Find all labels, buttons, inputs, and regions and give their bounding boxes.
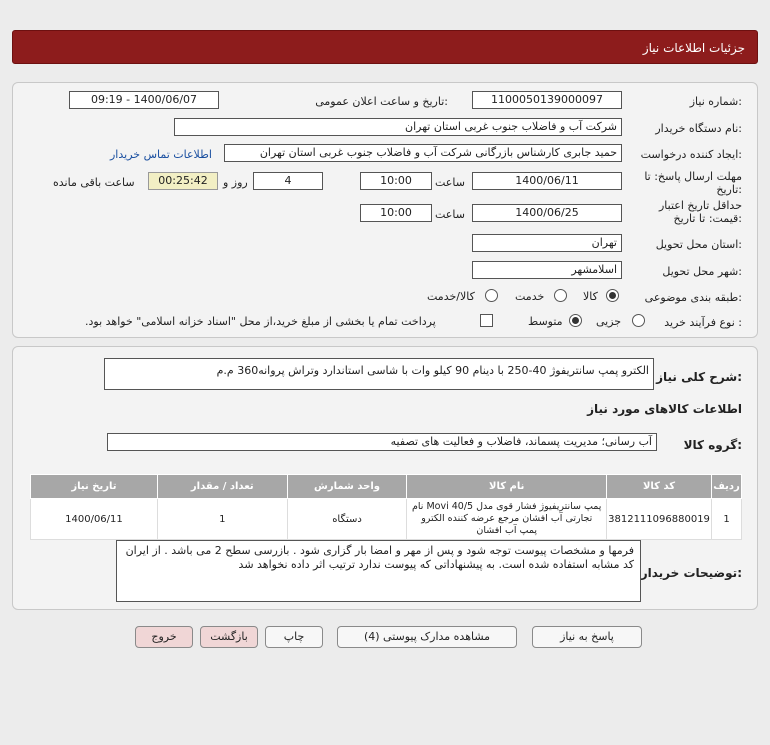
creator-field: حمید جابری کارشناس بازرگانی شرکت آب و فاضلاب جنوب غربی استان تهران — [224, 144, 622, 162]
need-number-field: 1100050139000097 — [472, 91, 622, 109]
summary-field: الکترو پمپ سانتریفوژ 40-250 با دینام 90 کیلو وات با شاسی استاندارد وتراش پروانه360 م.م — [104, 358, 654, 390]
deadline-date-field: 1400/06/11 — [472, 172, 622, 190]
category-goods-service-label: کالا/خدمت — [427, 290, 475, 303]
deadline-time-field: 10:00 — [360, 172, 432, 190]
process-radio-medium[interactable] — [569, 314, 582, 327]
process-medium-label: متوسط — [528, 315, 563, 328]
exit-button[interactable]: خروج — [135, 626, 193, 648]
items-table-header — [31, 475, 742, 499]
col-code: کد کالا — [607, 475, 712, 499]
col-unit: واحد شمارش — [287, 475, 407, 499]
process-label: نوع فرآیند خرید : — [664, 316, 742, 329]
creator-label: ایجاد کننده درخواست: — [640, 148, 742, 161]
category-radio-goods-service[interactable] — [485, 289, 498, 302]
category-radio-service[interactable] — [554, 289, 567, 302]
col-date: تاریخ نیاز — [31, 475, 158, 499]
province-field: تهران — [472, 234, 622, 252]
province-label: استان محل تحویل: — [655, 238, 742, 251]
cell-qty: 1 — [157, 499, 287, 540]
cell-index: 1 — [712, 499, 742, 540]
cell-name: پمپ سانتریفیوژ فشار قوی مدل Movi 40/5 نام تجارتی آب افشان مرجع عرضه کننده الکترو پمپ آب افشان — [407, 499, 607, 540]
page-title-bar — [12, 30, 758, 64]
announce-label: تاریخ و ساعت اعلان عمومی: — [315, 95, 448, 108]
col-qty: تعداد / مقدار — [157, 475, 287, 499]
summary-label: شرح کلی نیاز: — [656, 370, 742, 384]
need-number-label: شماره نیاز: — [689, 95, 742, 108]
cell-date: 1400/06/11 — [31, 499, 158, 540]
city-label: شهر محل تحویل: — [662, 265, 742, 278]
payment-note: پرداخت تمام یا بخشی از مبلغ خرید،از محل "اسناد خزانه اسلامی" خواهد بود. — [85, 315, 436, 328]
buyer-notes-label: توضیحات خریدار: — [640, 566, 742, 580]
col-name: نام کالا — [407, 475, 607, 499]
validity-time-field: 10:00 — [360, 204, 432, 222]
cell-code: 3812111096880019 — [607, 499, 712, 540]
page-title: جزئیات اطلاعات نیاز — [642, 41, 745, 55]
days-field: 4 — [253, 172, 323, 190]
group-field: آب رسانی؛ مدیریت پسماند، فاضلاب و فعالیت های تصفیه — [107, 433, 657, 451]
remaining-time-field: 00:25:42 — [148, 172, 218, 190]
col-index: ردیف — [712, 475, 742, 499]
buyer-org-field: شرکت آب و فاضلاب جنوب غربی استان تهران — [174, 118, 622, 136]
validity-date-field: 1400/06/25 — [472, 204, 622, 222]
contact-info-link[interactable]: اطلاعات تماس خریدار — [110, 148, 212, 161]
validity-label: حداقل تاریخ اعتبار قیمت: تا تاریخ: — [658, 199, 742, 225]
table-row[interactable] — [31, 499, 742, 540]
buyer-org-label: نام دستگاه خریدار: — [655, 122, 742, 135]
cell-unit: دستگاه — [287, 499, 407, 540]
category-radio-goods[interactable] — [606, 289, 619, 302]
reply-button[interactable]: پاسخ به نیاز — [532, 626, 642, 648]
buyer-notes-field: فرمها و مشخصات پیوست توجه شود و پس از مهر و امضا بار گزاری شود . بازرسی سطح 2 می باشد . از ایران کد مشابه استفاده شده است. به پیشنهاداتی که پیوست ندارد ترتیب اثر داده نخواهد شد — [116, 540, 641, 602]
category-goods-label: کالا — [583, 290, 598, 303]
deadline-label: مهلت ارسال پاسخ: تا تاریخ: — [644, 170, 742, 196]
goods-info-title: اطلاعات کالاهای مورد نیاز — [587, 402, 742, 416]
back-button[interactable]: بازگشت — [200, 626, 258, 648]
city-field: اسلامشهر — [472, 261, 622, 279]
remaining-label: ساعت باقی مانده — [53, 176, 135, 189]
items-table — [30, 474, 742, 540]
validity-time-label: ساعت — [435, 208, 465, 221]
announce-field: 1400/06/07 - 09:19 — [69, 91, 219, 109]
print-button[interactable]: چاپ — [265, 626, 323, 648]
process-minor-label: جزیی — [596, 315, 622, 328]
payment-checkbox[interactable] — [480, 314, 493, 327]
attachments-button[interactable]: مشاهده مدارک پیوستی (4) — [337, 626, 517, 648]
category-label: طبقه بندی موضوعی: — [644, 291, 742, 304]
category-service-label: خدمت — [515, 290, 545, 303]
deadline-time-label: ساعت — [435, 176, 465, 189]
group-label: گروه کالا: — [683, 438, 742, 452]
days-label: روز و — [223, 176, 248, 189]
process-radio-minor[interactable] — [632, 314, 645, 327]
